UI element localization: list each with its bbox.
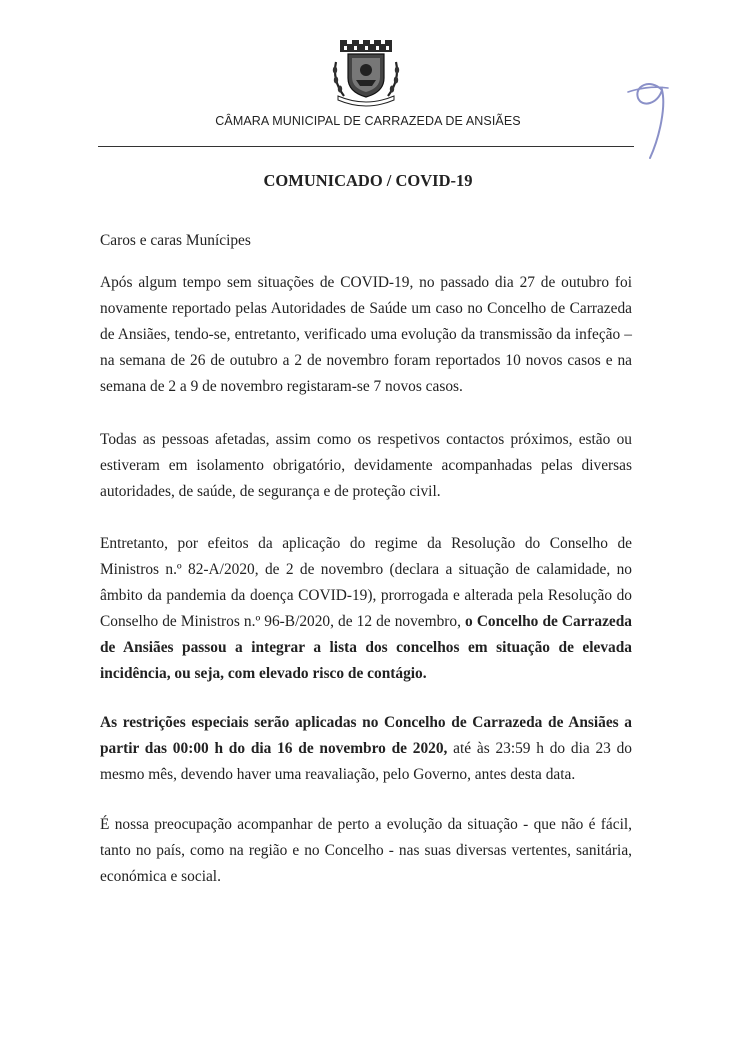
paragraph-4	[100, 710, 632, 788]
municipal-crest-logo	[326, 40, 406, 108]
header-divider	[98, 146, 634, 147]
paragraph-5: É nossa preocupação acompanhar de perto a evolução da situação - que não é fácil, tanto no país, como na região e no Concelho - nas suas diversas vertentes, sanitária, económica e social.	[100, 816, 632, 885]
paragraph-4-regular: até às 23:59 h do dia 23 do mesmo mês, devendo haver uma reavaliação, pelo Governo, antes desta data.	[100, 740, 632, 783]
handwritten-page-number	[620, 66, 680, 166]
paragraph-1: Após algum tempo sem situações de COVID-19, no passado dia 27 de outubro foi novamente reportado pelas Autoridades de Saúde um caso no Concelho de Carrazeda de Ansiães, tendo-se, entretanto, verificado uma evolução da transmissão da infeção – na semana de 26 de outubro a 2 de novembro foram reportados 10 novos casos e na semana de 2 a 9 de novembro registaram-se 7 novos casos.	[100, 274, 632, 395]
paragraph-3-bold: o Concelho de Carrazeda de Ansiães passou a integrar a lista dos concelhos em situação de elevada incidência, ou seja, com elevado risco de contágio.	[100, 613, 632, 682]
paragraph-2: Todas as pessoas afetadas, assim como os respetivos contactos próximos, estão ou estiveram em isolamento obrigatório, devidamente acompanhadas pelas diversas autoridades, de saúde, de segurança e de proteção civil.	[100, 431, 632, 500]
paragraph-3-regular: Entretanto, por efeitos da aplicação do regime da Resolução do Conselho de Ministros n.º 82-A/2020, de 2 de novembro (declara a situação de calamidade, no âmbito da pandemia da doença COVID-19), prorrogada e alterada pela Resolução do Conselho de Ministros n.º 96-B/2020, de 12 de novembro,	[100, 535, 632, 630]
paragraph-4-bold: As restrições especiais serão aplicadas no Concelho de Carrazeda de Ansiães a partir das 00:00 h do dia 16 de novembro de 2020,	[100, 714, 632, 757]
greeting: Caros e caras Munícipes	[100, 232, 251, 249]
paragraph-3	[100, 531, 632, 687]
organization-name: CÂMARA MUNICIPAL DE CARRAZEDA DE ANSIÃES	[215, 114, 521, 128]
document-title: COMUNICADO / COVID-19	[263, 171, 473, 190]
